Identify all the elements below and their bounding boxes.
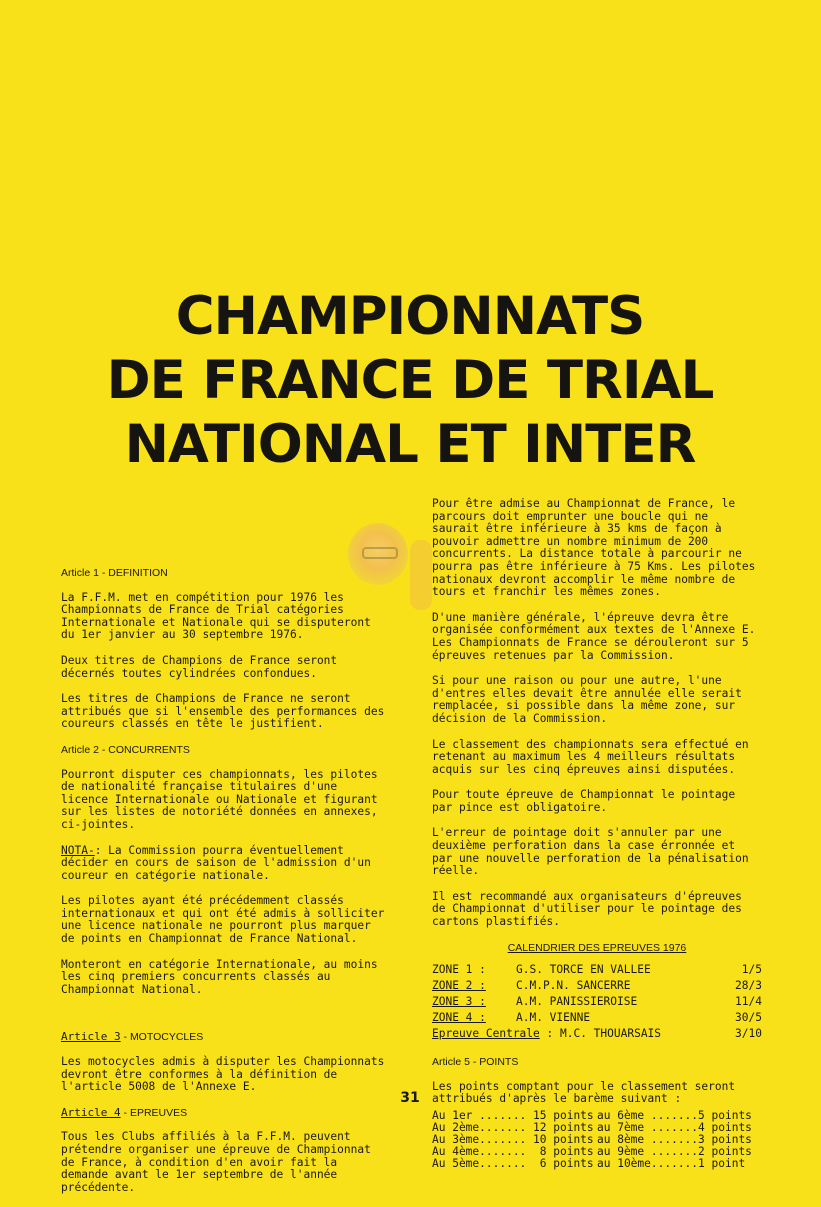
calendar-zone: ZONE 2 : <box>432 979 486 993</box>
calendar-zone: ZONE 4 : <box>432 1011 486 1025</box>
calendar-row-central <box>432 1028 762 1044</box>
article-4-title: - EPREUVES <box>120 1106 188 1119</box>
points-line: au 6ème .......5 points <box>597 1109 752 1122</box>
article-3-heading <box>61 1031 391 1044</box>
article-2-heading: Article 2 - CONCURRENTS <box>61 743 190 756</box>
decorative-watermark <box>410 540 432 610</box>
calendar-title: CALENDRIER DES EPREUVES 1976 <box>507 941 687 954</box>
calendar-date: 30/5 <box>735 1011 762 1025</box>
right-paragraph-5: Pour toute épreuve de Championnat le pointage par pince est obligatoire. <box>432 788 736 814</box>
article-5-paragraph-1: Les points comptant pour le classement seront attribués d'après le barème suivant : <box>432 1079 736 1106</box>
points-line: au 7ème .......4 points <box>597 1121 752 1134</box>
points-line: au 8ème .......3 points <box>597 1133 752 1146</box>
calendar-club: G.S. TORCE EN VALLEE <box>516 963 651 977</box>
article-3-title: - MOTOCYCLES <box>120 1031 204 1044</box>
calendar-club: A.M. VIENNE <box>516 1011 591 1025</box>
article-2-paragraph-3: Monteront en catégorie Internationale, au moins les cinq premiers concurrents classés au Championnat National. <box>61 957 378 996</box>
points-line: au 10ème.......1 point <box>597 1157 746 1170</box>
right-paragraph-4: Le classement des championnats sera effectué en retenant au maximum les 4 meilleurs résultats acquis sur les cinq épreuves ainsi disputées. <box>432 737 749 776</box>
calendar-date: 1/5 <box>741 963 762 977</box>
right-paragraph-2: D'une manière générale, l'épreuve devra être organisée conformément aux textes de l'Annexe E. Les Championnats de France se dérouleront sur 5 épreuves retenues par la Commission. <box>432 610 756 662</box>
calendar-club: A.M. PANISSIEROISE <box>516 995 638 1009</box>
article-1-heading: Article 1 - DEFINITION <box>61 567 168 579</box>
article-2-nota <box>61 845 391 883</box>
points-line: au 9ème .......2 points <box>597 1145 752 1158</box>
article-2-paragraph-2: Les pilotes ayant été précédemment classés internationaux et qui ont été admis à solliciter une licence nationale ne pourront plus marquer de points en Championnat de France National. <box>61 894 385 946</box>
title-line-1: CHAMPIONNATS <box>175 286 645 347</box>
calendar-row <box>432 1012 762 1028</box>
calendar-central-club <box>432 1028 710 1041</box>
right-paragraph-3: Si pour une raison ou pour une autre, l'une d'entres elles devait être annulée elle serait remplacée, si possible dans la même zone, sur décision de la Commission. <box>432 674 742 725</box>
right-paragraph-7: Il est recommandé aux organisateurs d'épreuves de Championnat d'utiliser pour le pointage des cartons plastifiés. <box>432 889 742 929</box>
points-table <box>432 1110 762 1170</box>
calendar-zone: ZONE 3 : <box>432 995 486 1009</box>
right-paragraph-6: L'erreur de pointage doit s'annuler par une deuxième perforation dans la case érronnée et par une nouvelle perforation de la pénalisation réelle. <box>432 826 749 878</box>
calendar-row <box>432 996 762 1012</box>
calendar-row <box>432 980 762 996</box>
calendar-row <box>432 964 762 980</box>
central-label: Epreuve Centrale <box>432 1027 540 1041</box>
right-paragraph-1: Pour être admise au Championnat de France, le parcours doit emprunter une boucle qui ne saurait être inférieure à 35 kms de façon à pouvoir admettre un nombre minimum de 200 concurrents. La distance totale à parcourir ne pourra pas être inférieure à 75 Kms. Les pilotes nationaux devront accomplir le même nombre de tours et franchir les mêmes zones. <box>432 497 756 599</box>
nota-label: NOTA- <box>61 843 95 857</box>
points-line: Au 1er ....... 15 points <box>432 1109 594 1122</box>
article-1-paragraph-3: Les titres de Champions de France ne seront attribués que si l'ensemble des performances des coureurs classés en tête le justifient. <box>61 692 385 731</box>
central-club-name: : M.C. THOUARSAIS <box>539 1027 662 1041</box>
page-title <box>60 285 760 477</box>
calendar-zone: ZONE 1 : <box>432 963 486 977</box>
calendar-date: 11/4 <box>735 995 762 1009</box>
article-1-paragraph-2: Deux titres de Champions de France seront décernés toutes cylindrées confondues. <box>61 653 338 680</box>
points-column-right <box>597 1110 762 1170</box>
glasses-shape <box>362 547 398 559</box>
points-column-left <box>432 1110 597 1170</box>
calendar-date: 3/10 <box>735 1027 762 1041</box>
points-line: Au 3ème....... 10 points <box>432 1133 594 1146</box>
nota-text: : La Commission pourra éventuellement décider en cours de saison de l'admission d'un coureur en catégorie nationale. <box>61 843 371 882</box>
article-2-paragraph-1: Pourront disputer ces championnats, les pilotes de nationalité française titulaires d'une licence Internationale ou Nationale et figurant sur les listes de notoriété données en annexes, ci-jointes. <box>61 767 378 831</box>
article-4-paragraph-1: Tous les Clubs affiliés à la F.F.M. peuvent prétendre organiser une épreuve de Championnat de France, à condition d'en avoir fait la demande avant le 1er septembre de l'année précédente. <box>61 1130 371 1194</box>
points-line: Au 4ème....... 8 points <box>432 1145 594 1158</box>
article-1-paragraph-1: La F.F.M. met en compétition pour 1976 les Championnats de France de Trial catégories Internationale et Nationale qui se disputeront du 1er janvier au 30 septembre 1976. <box>61 590 371 642</box>
article-3-label: Article 3 <box>61 1030 121 1044</box>
left-column <box>61 567 391 1207</box>
page-number: 31 <box>400 1090 420 1106</box>
points-line: Au 2ème....... 12 points <box>432 1121 594 1134</box>
calendar-club: C.M.P.N. SANCERRE <box>516 979 631 993</box>
article-3-paragraph-1: Les motocycles admis à disputer les Championnats devront être conformes à la définition de l'article 5008 de l'Annexe E. <box>61 1055 385 1094</box>
article-4-label: Article 4 <box>61 1105 121 1119</box>
article-5-heading: Article 5 - POINTS <box>432 1056 519 1069</box>
right-column <box>432 498 762 1170</box>
calendar-table <box>432 964 762 1044</box>
article-4-heading <box>61 1107 391 1120</box>
title-line-3: NATIONAL ET INTER <box>124 414 696 475</box>
calendar-date: 28/3 <box>735 979 762 993</box>
title-line-2: DE FRANCE DE TRIAL <box>106 350 714 411</box>
points-line: Au 5ème....... 6 points <box>432 1157 594 1170</box>
